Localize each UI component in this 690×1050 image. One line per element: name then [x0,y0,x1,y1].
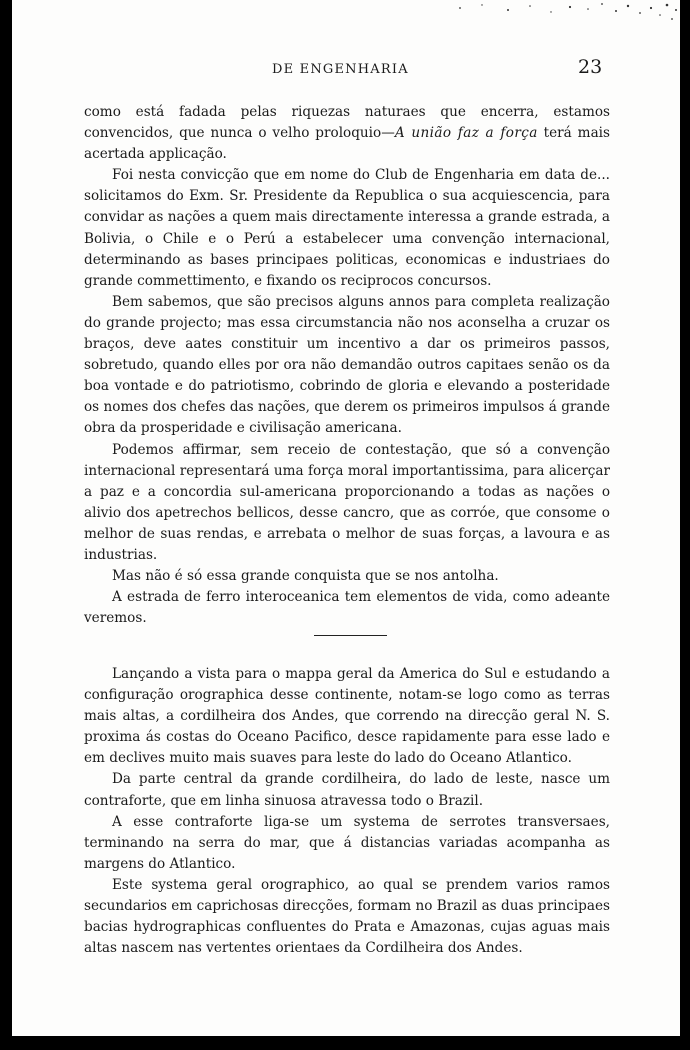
body-text-lower [84,664,610,959]
running-title: DE ENGENHARIA [272,62,409,77]
book-page [12,0,680,1036]
motto-quote: A união faz a força [394,125,538,142]
paragraph-1-text-end: terá mais acertada applicação. [84,125,610,163]
paragraph-8: Da parte central da grande cordilheira, do lado de leste, nasce um contraforte, que em linha sinuosa atravessa todo o Brazil. [84,771,610,809]
paragraph-10: Este systema geral orographico, ao qual se prendem varios ramos secundarios em caprichosas direcções, formam no Brazil as duas principaes bacias hydrographicas confluentes do Prata e Amazonas, cujas aguas mais altas nascem nas vertentes orientaes da Cordilheira dos Andes. [84,876,610,957]
paragraph-5: Mas não é só essa grande conquista que se nos antolha. [112,568,499,585]
paragraph-1-text-start: como está fadada pelas riquezas naturaes que encerra, estamos convencidos, que nunca o velho proloquio— [84,104,610,142]
scan-noise-decoration [420,0,680,26]
paragraph-3: Bem sabemos, que são precisos alguns annos para completa realização do grande projecto; mas essa circumstancia não nos aconselha a cruzar os braços, deve aates constituir um incentivo a dar os primeiros passos, sobretudo, quando elles por ora não demandão outros capitaes senão os da boa vontade e do patriotismo, cobrindo de gloria e elevando a posteridade os nomes dos chefes das nações, que derem os primeiros impulsos á grande obra da prosperidade e civilisação americana. [84,293,610,437]
paragraph-9: A esse contraforte liga-se um systema de serrotes transversaes, terminando na serra do mar, que á distancias variadas acompanha as margens do Atlantico. [84,813,610,872]
paragraph-4: Podemos affirmar, sem receio de contestação, que só a convenção internacional representará uma força moral importantissima, para alicerçar a paz e a concordia sul-americana proporcionando a todas as nações o alivio dos apetrechos bellicos, desse cancro, que as corróe, que consome o melhor de suas rendas, e arrebata o melhor de suas forças, a lavoura e as industrias. [84,441,610,563]
page-number: 23 [578,56,603,78]
paragraph-7: Lançando a vista para o mappa geral da America do Sul e estudando a configuração orographica desse continente, notam-se logo como as terras mais altas, a cordilheira dos Andes, que correndo na direcção geral N. S. proxima ás costas do Oceano Pacifico, desce rapidamente para esse lado e em declives muito mais suaves para leste do lado do Oceano Atlantico. [84,666,610,767]
body-text-upper [84,102,610,629]
paragraph-6: A estrada de ferro interoceanica tem elementos de vida, como adeante veremos. [84,589,610,627]
paragraph-1 [84,102,610,165]
paragraph-2: Foi nesta convicção que em nome do Club de Engenharia em data de... solicitamos do Exm. Sr. Presidente da Republica o sua acquiescencia, para convidar as nações a quem mais directamente interessa a grande estrada, a Bolivia, o Chile e o Perú a estabelecer uma convenção internacional, determinando as bases principaes politicas, economicas e industriaes do grande commettimento, e fixando os reciprocos concursos. [84,167,610,289]
section-divider [314,635,387,636]
